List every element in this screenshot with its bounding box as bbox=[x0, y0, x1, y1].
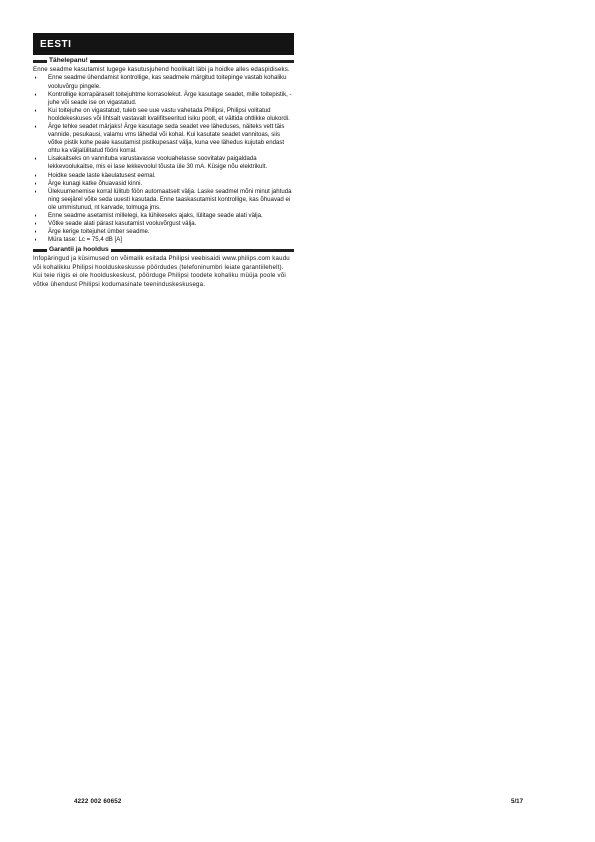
list-item bbox=[33, 123, 294, 155]
warranty-text: Infopäringud ja küsimused on võimalik esitada Philipsi veebisaidi www.philips.com kaudu või kohalikku Philipsi hoolduskeskusse pöördudes (telefoninumbri leiate garantiilehelt). Kui teie riigis ei ole hoolduskeskust, pöörduge Philipsi toodete kohaliku müüja poole või võtke ühendust Philipsi kodumasinate teeninduskeskusega. bbox=[33, 255, 290, 288]
list-item bbox=[33, 220, 294, 228]
bullet-icon: ◗ bbox=[34, 188, 38, 195]
list-item-text: Ärge kerige toitejuhet ümber seadme. bbox=[48, 228, 150, 236]
heading-rule-right bbox=[90, 60, 294, 63]
list-item bbox=[33, 74, 294, 90]
bullet-icon: ◗ bbox=[34, 107, 38, 114]
bullet-icon: ◗ bbox=[34, 229, 38, 236]
list-item-text: Müra tase: Lc = 75,4 dB [A] bbox=[48, 236, 123, 244]
list-item bbox=[33, 212, 294, 220]
page-number: 5/17 bbox=[511, 798, 524, 805]
list-item-text: Võtke seade alati pärast kasutamist vooluvõrgust välja. bbox=[48, 220, 197, 228]
list-item bbox=[33, 107, 294, 123]
list-item-text: Hoidke seade laste käeulatusest eemal. bbox=[48, 171, 156, 179]
bullet-icon: ◗ bbox=[34, 91, 38, 98]
list-item bbox=[33, 91, 294, 107]
list-item-text: Ärge tehke seadet märjaks! Ärge kasutage seda seadet vee läheduses, näiteks vett täis vannide, pesukausi, valamu vms lähedal või kohal. Kui kasutate seadet vannitoas, siis võtke pistik kohe peale kasutamist pistikupesast välja, kuna vee lähedus kujutab endast ohtu ka väljalülitatud fööni korral. bbox=[48, 122, 285, 155]
list-item bbox=[33, 180, 294, 188]
language-label: EESTI bbox=[40, 38, 72, 50]
list-item bbox=[33, 172, 294, 180]
list-item bbox=[33, 188, 294, 212]
document-page bbox=[33, 33, 294, 295]
list-item bbox=[33, 236, 294, 244]
notice-section-header bbox=[33, 57, 294, 65]
warranty-title: Garantii ja hooldus bbox=[49, 246, 109, 254]
list-item-text: Ülekuumenemise korral lülitub föön automaatselt välja. Laske seadmel mõni minut jahtuda ning seejärel võite seda uuesti kasutada. Enne taaskasutamist kontrollige, kas õhuavad ei ole ummistunud, nt karvade, tolmuga jms. bbox=[48, 187, 292, 211]
list-item-text: Lisakaitseks on vannituba varustavasse vooluahelasse soovitatav paigaldada lekkevoolukaitse, mis ei lase lekkevoolul tõusta üle 30 mA. Küsige nõu elektrikult. bbox=[48, 155, 268, 171]
bullet-icon: ◗ bbox=[34, 237, 38, 244]
bullet-icon: ◗ bbox=[34, 75, 38, 82]
bullet-icon: ◗ bbox=[34, 180, 38, 187]
heading-rule-left bbox=[33, 249, 47, 252]
list-item bbox=[33, 228, 294, 236]
bullet-icon: ◗ bbox=[34, 172, 38, 179]
warranty-section-header bbox=[33, 246, 294, 254]
list-item bbox=[33, 155, 294, 171]
language-header-bar bbox=[33, 33, 294, 55]
bullet-icon: ◗ bbox=[34, 123, 38, 130]
list-item-text: Enne seadme asetamist millelegi, ka lühikeseks ajaks, lülitage seade alati välja. bbox=[48, 212, 263, 219]
notice-list bbox=[33, 74, 294, 244]
document-code: 4222 002 60652 bbox=[74, 798, 122, 805]
heading-rule-right bbox=[111, 249, 294, 252]
notice-title: Tähelepanu! bbox=[49, 57, 88, 64]
list-item-text: Kui toitejuhe on vigastatud, tuleb see uue vastu vahetada Philipsi, Philipsi volitatud hooldekeskuses või lihtsalt vastavalt kvalifitseeritud isiku poolt, et vältida ohtlikke olukordi. bbox=[48, 106, 290, 122]
list-item-text: Enne seadme ühendamist kontrollige, kas seadmele märgitud toitepinge vastab kohaliku vooluvõrgu pingele. bbox=[48, 74, 287, 90]
list-item-text: Kontrollige korrapäraselt toitejuhtme korrasolekut. Ärge kasutage seadet, mille toitepistik, -juhe või seade ise on vigastatud. bbox=[48, 90, 292, 106]
list-item-text: Ärge kunagi katke õhuavasid kinni. bbox=[48, 179, 143, 187]
notice-intro: Enne seadme kasutamist lugege kasutusjuhend hoolikalt läbi ja hoidke alles edaspidiseks. bbox=[33, 66, 290, 73]
bullet-icon: ◗ bbox=[34, 221, 38, 228]
bullet-icon: ◗ bbox=[34, 156, 38, 163]
bullet-icon: ◗ bbox=[34, 213, 38, 219]
heading-rule-left bbox=[33, 60, 47, 63]
